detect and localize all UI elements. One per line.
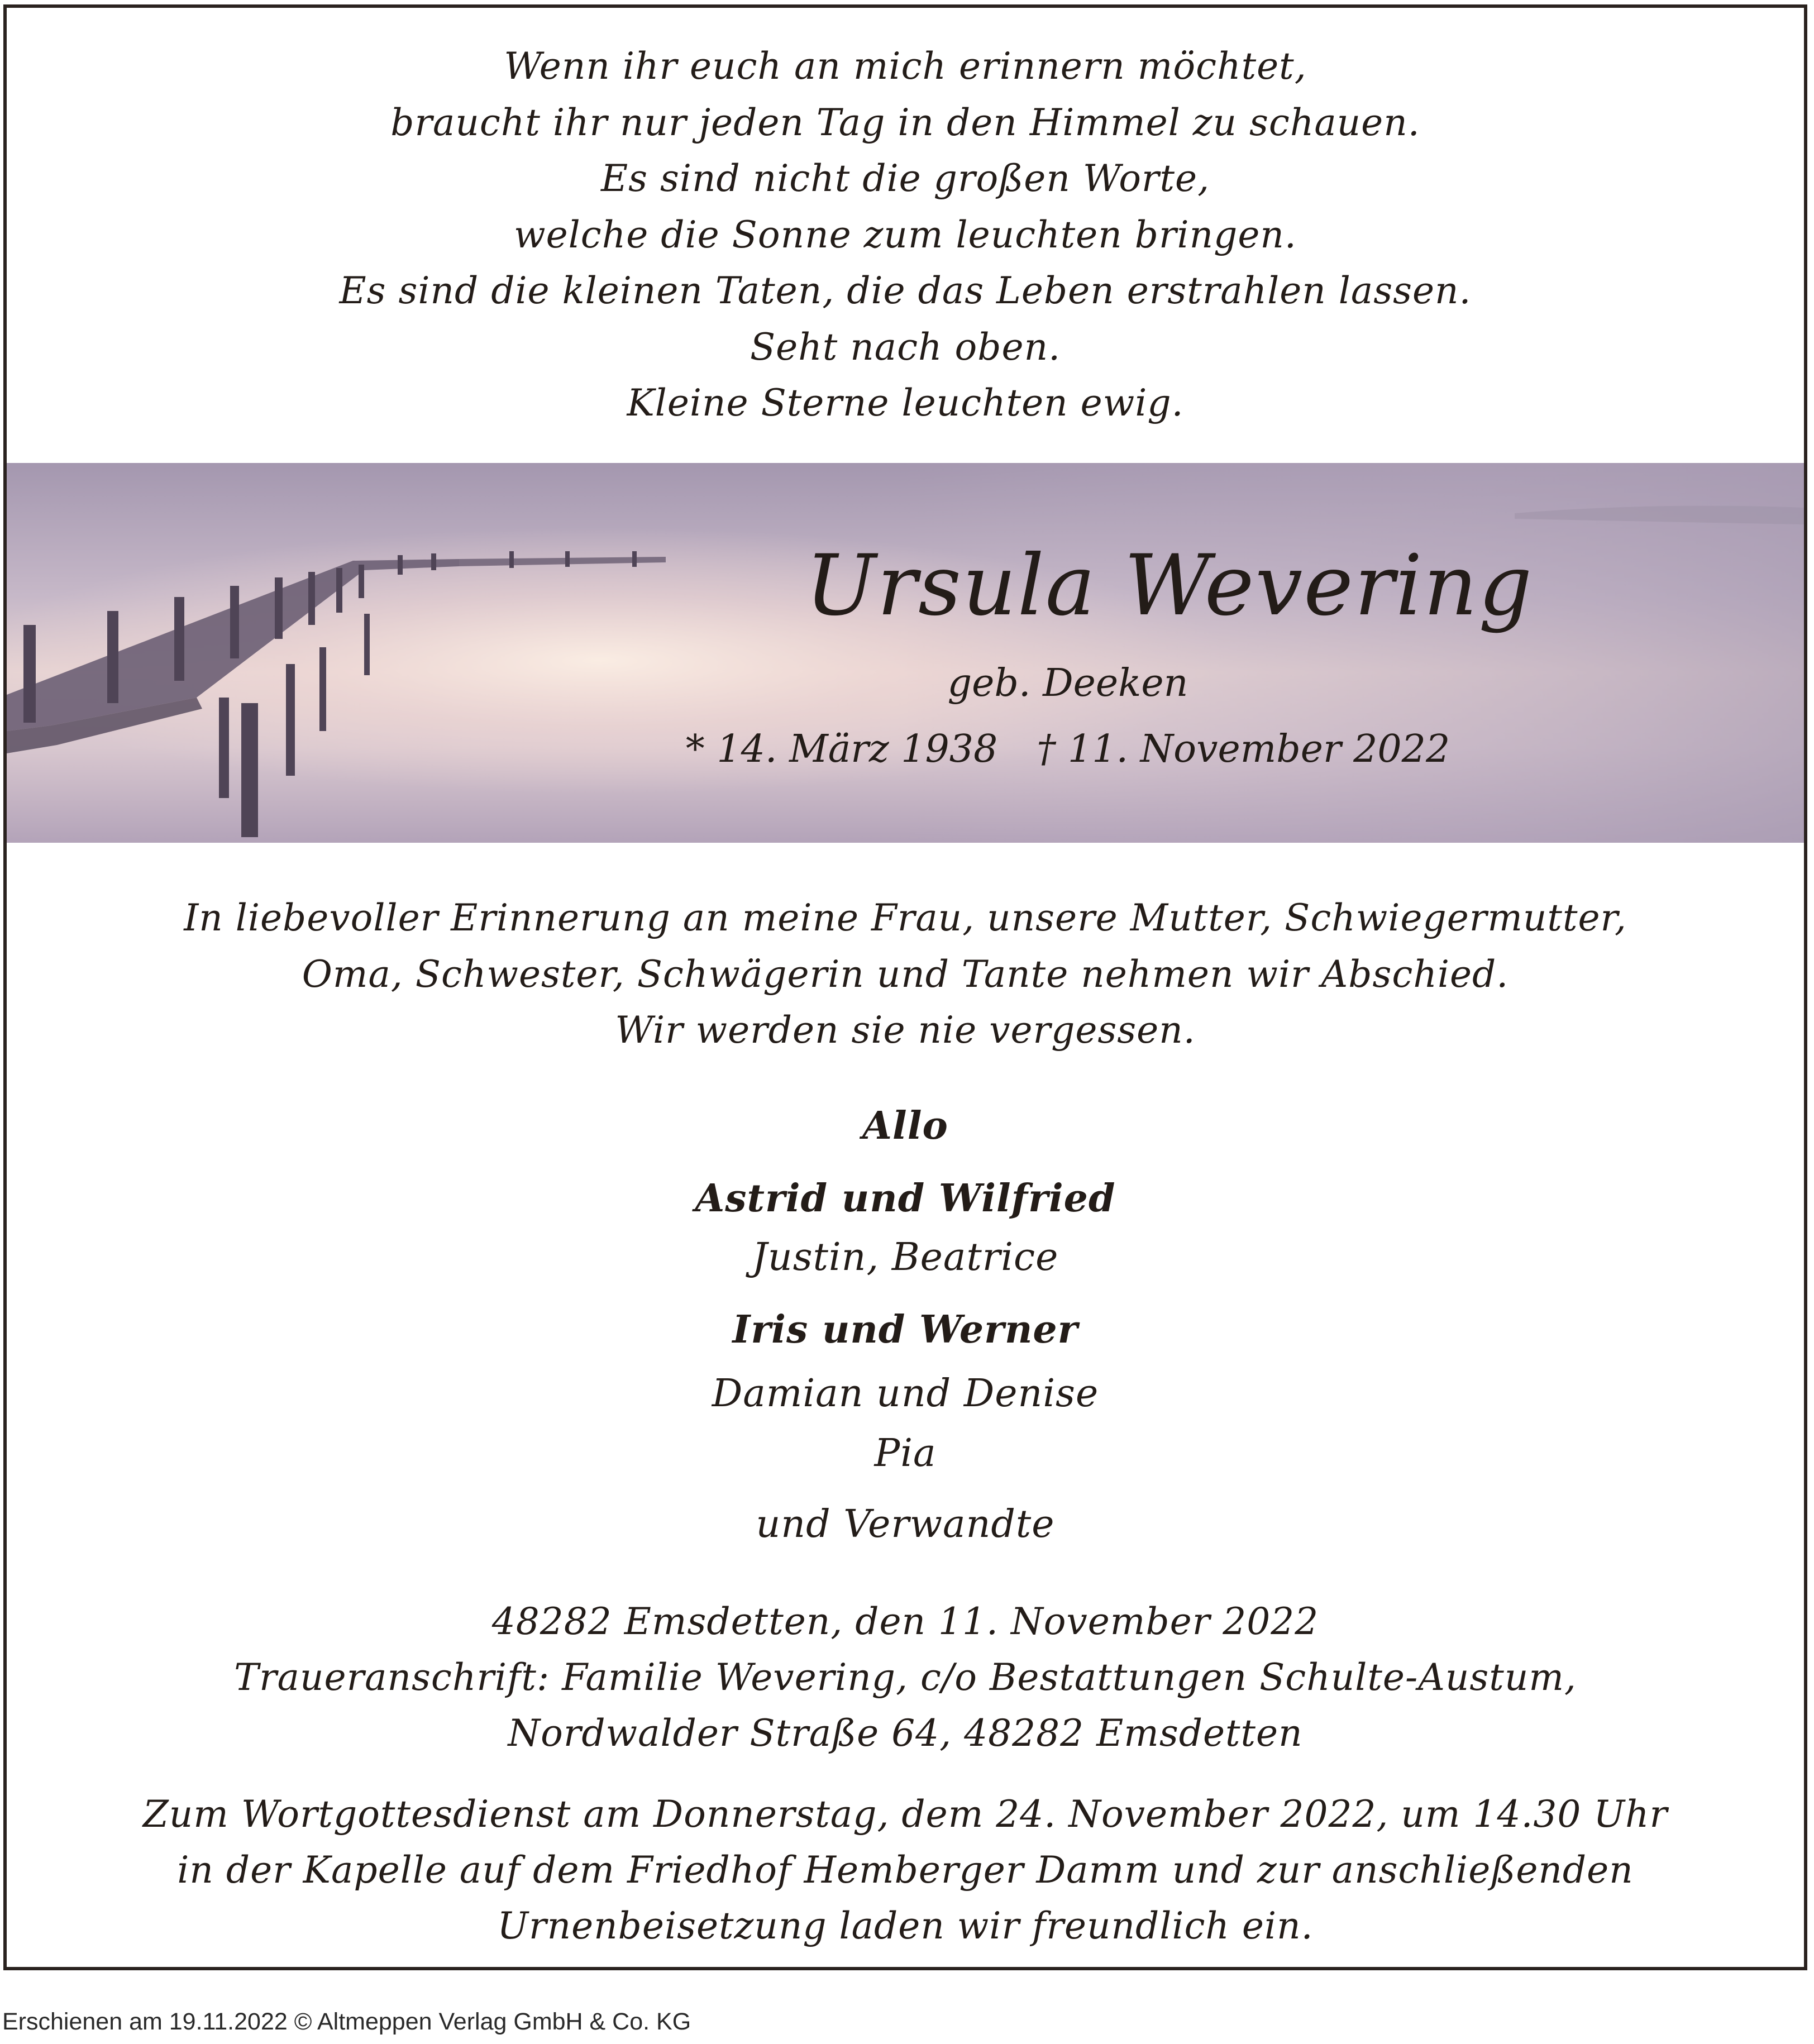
address-line: Nordwalder Straße 64, 48282 Emsdetten <box>508 1712 1303 1755</box>
poem-line: braucht ihr nur jeden Tag in den Himmel zu schauen. <box>390 101 1420 144</box>
service-info <box>7 1787 1804 1954</box>
life-dates <box>565 724 1570 775</box>
family-spouse: Allo <box>862 1104 948 1148</box>
pier-lake-icon <box>7 463 1804 843</box>
family-couple-2: Iris und Werner <box>732 1307 1078 1352</box>
deceased-name: Ursula Wevering <box>805 537 1534 634</box>
death-date: † 11. November 2022 <box>1037 727 1450 771</box>
family-couple-1-children: Justin, Beatrice <box>752 1235 1059 1279</box>
memory-line: Wir werden sie nie vergessen. <box>615 1009 1196 1052</box>
address-line: Traueranschrift: Familie Wevering, c/o Bestattungen Schulte-Austum, <box>234 1656 1577 1699</box>
memory-line: Oma, Schwester, Schwägerin und Tante nehmen wir Abschied. <box>302 952 1509 996</box>
obituary-frame <box>3 4 1807 1970</box>
memory-text <box>7 890 1804 1059</box>
poem-line: Seht nach oben. <box>750 325 1061 369</box>
service-line: in der Kapelle auf dem Friedhof Hemberger Damm und zur anschließenden <box>177 1849 1634 1892</box>
poem-line: Es sind nicht die großen Worte, <box>600 157 1210 200</box>
service-line: Zum Wortgottesdienst am Donnerstag, dem 24. November 2022, um 14.30 Uhr <box>142 1793 1668 1836</box>
mourning-address <box>7 1594 1804 1761</box>
memory-line: In liebevoller Erinnerung an meine Frau, unsere Mutter, Schwiegermutter, <box>184 896 1627 939</box>
address-line: 48282 Emsdetten, den 11. November 2022 <box>491 1600 1319 1643</box>
banner-image <box>7 463 1804 843</box>
family-couple-1: Astrid und Wilfried <box>695 1176 1116 1221</box>
poem-line: Kleine Sterne leuchten ewig. <box>627 381 1184 424</box>
birth-date: * 14. März 1938 <box>685 727 998 771</box>
poem-line: Wenn ihr euch an mich erinnern möchtet, <box>504 45 1307 88</box>
family-child-line: Pia <box>874 1431 937 1475</box>
family-child-line: Damian und Denise <box>712 1372 1099 1416</box>
family-relatives: und Verwandte <box>756 1502 1055 1546</box>
publication-footer: Erschienen am 19.11.2022 © Altmeppen Verlag GmbH & Co. KG <box>2 2008 691 2035</box>
poem-line: Es sind die kleinen Taten, die das Leben erstrahlen lassen. <box>339 269 1472 312</box>
family-couple-2-children <box>7 1364 1804 1483</box>
maiden-name: geb. Deeken <box>947 661 1188 705</box>
service-line: Urnenbeisetzung laden wir freundlich ein. <box>497 1904 1314 1947</box>
poem <box>7 39 1804 432</box>
poem-line: welche die Sonne zum leuchten bringen. <box>514 213 1297 256</box>
